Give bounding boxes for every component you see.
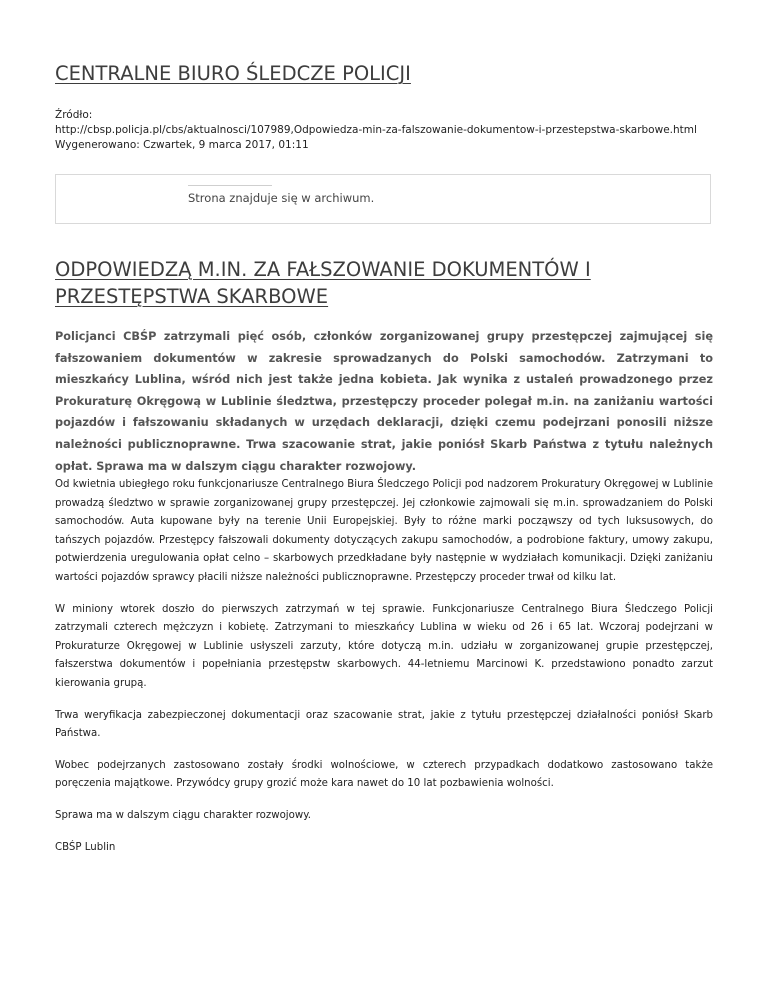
article-lead: Policjanci CBŚP zatrzymali pięć osób, członków zorganizowanej grupy przestępczej zajmującej się fałszowaniem dokumentów w zakresie sprowadzanych do Polski samochodów. Zatrzymani to mieszkańcy Lublina, wśród nich jest także jedna kobieta. Jak wynika z ustaleń prowadzonego przez Prokuraturę Okręgową w Lublinie śledztwa, przestępczy proceder polegał m.in. na zaniżaniu wartości pojazdów i fałszowaniu składanych w urzędach deklaracji, dzięki czemu podejrzani ponosili niższe należności publicznoprawne. Trwa szacowanie strat, jakie poniósł Skarb Państwa z tytułu należnych opłat. Sprawa ma w dalszym ciągu charakter rozwojowy. xyxy=(55,330,713,473)
site-title[interactable]: CENTRALNE BIURO ŚLEDCZE POLICJI xyxy=(55,62,411,85)
archive-divider xyxy=(188,185,272,186)
article-signature: CBŚP Lublin xyxy=(55,841,116,853)
article-paragraph: W miniony wtorek doszło do pierwszych zatrzymań w tej sprawie. Funkcjonariusze Centralnego Biura Śledczego Policji zatrzymali czterech mężczyzn i kobietę. Zatrzymani to mieszkańcy Lublina w wieku od 26 i 65 lat. Wczoraj podejrzani w Prokuraturze Okręgowej w Lublinie usłyszeli zarzuty, które dotyczą m.in. udziału w zorganizowanej grupie przestępczej, fałszerstwa dokumentów i popełniania przestępstw skarbowych. 44-letniemu Marcinowi K. przedstawiono ponadto zarzut kierowania grupą. xyxy=(55,603,713,689)
print-metadata xyxy=(55,108,697,153)
article-paragraph: Wobec podejrzanych zastosowano zostały środki wolnościowe, w czterech przypadkach dodatkowo zastosowano także poręczenia majątkowe. Przywódcy grupy grozić może kara nawet do 10 lat pozbawienia wolności. xyxy=(55,759,713,790)
archive-notice-text: Strona znajduje się w archiwum. xyxy=(188,191,375,205)
article-body xyxy=(55,476,713,870)
article-paragraph: Od kwietnia ubiegłego roku funkcjonariusze Centralnego Biura Śledczego Policji pod nadzorem Prokuratury Okręgowej w Lublinie prowadzą śledztwo w sprawie zorganizowanej grupy przestępczej. Jej członkowie zajmowali się m.in. sprowadzaniem do Polski samochodów. Auta kupowane były na terenie Unii Europejskiej. Były to różne marki począwszy od tych luksusowych, do tańszych pojazdów. Przestępcy fałszowali dokumenty dotyczących zakupu samochodów, a podrobione faktury, umowy zakupu, potwierdzenia uregulowania opłat celno – skarbowych przedkładane były następnie w wydziałach komunikacji. Dzięki zaniżaniu wartości pojazdów sprawcy płacili niższe należności publicznoprawne. Przestępczy proceder trwał od kilku lat. xyxy=(55,479,713,583)
article-paragraph: Trwa weryfikacja zabezpieczonej dokumentacji oraz szacowanie strat, jakie z tytułu przestępczej działalności poniósł Skarb Państwa. xyxy=(55,709,713,740)
source-url: http://cbsp.policja.pl/cbs/aktualnosci/107989,Odpowiedza-min-za-falszowanie-dokumentow-i-przestepstwa-skarbowe.html xyxy=(55,124,697,136)
generated-timestamp: Wygenerowano: Czwartek, 9 marca 2017, 01:11 xyxy=(55,139,309,151)
article-title[interactable]: ODPOWIEDZĄ M.IN. ZA FAŁSZOWANIE DOKUMENTÓW I PRZESTĘPSTWA SKARBOWE xyxy=(55,258,591,308)
article-paragraph: Sprawa ma w dalszym ciągu charakter rozwojowy. xyxy=(55,809,312,821)
archive-notice-box xyxy=(55,174,711,224)
source-label: Źródło: xyxy=(55,109,93,121)
